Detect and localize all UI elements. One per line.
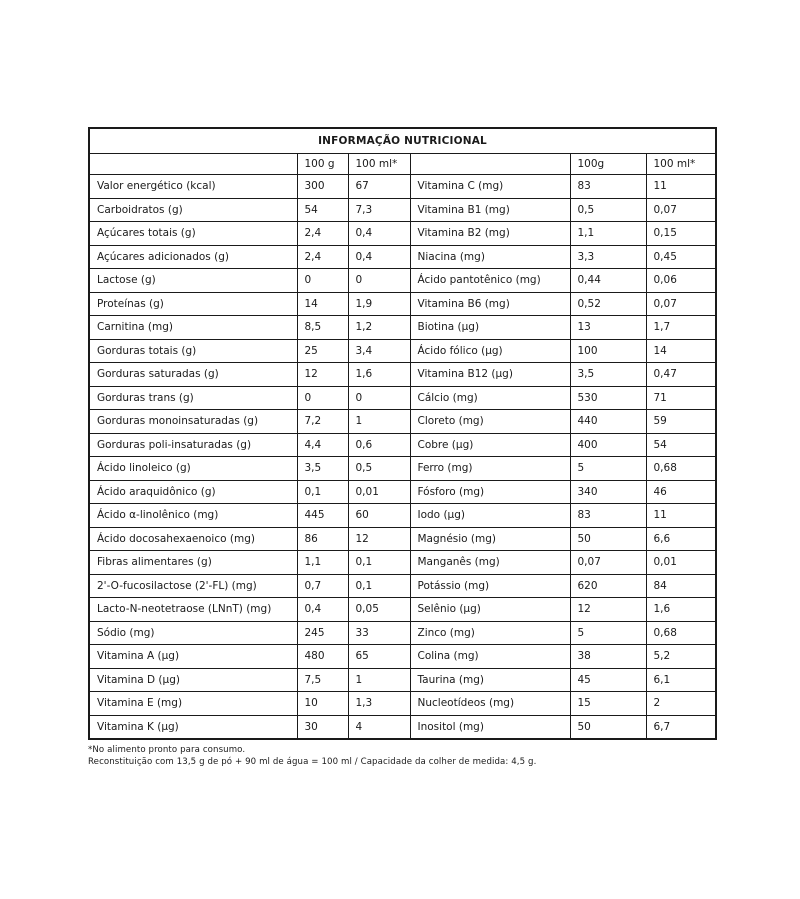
- table-row: [89, 551, 716, 575]
- nutrition-table-wrapper: [88, 127, 715, 740]
- nutrient-name-right: Vitamina B12 (µg): [410, 363, 570, 387]
- nutrient-name-right: Inositol (mg): [410, 715, 570, 739]
- value-right-100ml: 6,1: [646, 668, 716, 692]
- value-right-100ml: 0,47: [646, 363, 716, 387]
- nutrient-name-left: Gorduras monoinsaturadas (g): [89, 410, 297, 434]
- value-right-100ml: 54: [646, 433, 716, 457]
- value-right-100ml: 0,01: [646, 551, 716, 575]
- value-left-100g: 7,2: [297, 410, 348, 434]
- table-row: [89, 574, 716, 598]
- value-left-100ml: 1,9: [348, 292, 410, 316]
- table-row: [89, 198, 716, 222]
- value-right-100g: 38: [570, 645, 646, 669]
- nutrient-name-left: Ácido α-linolênico (mg): [89, 504, 297, 528]
- header-empty-right: [410, 154, 570, 175]
- nutrient-name-left: Carboidratos (g): [89, 198, 297, 222]
- value-right-100ml: 0,68: [646, 457, 716, 481]
- value-left-100ml: 7,3: [348, 198, 410, 222]
- nutrient-name-left: Sódio (mg): [89, 621, 297, 645]
- nutrition-table: [88, 127, 717, 740]
- value-right-100g: 530: [570, 386, 646, 410]
- nutrient-name-right: Ferro (mg): [410, 457, 570, 481]
- value-left-100ml: 12: [348, 527, 410, 551]
- nutrient-name-left: Carnitina (mg): [89, 316, 297, 340]
- table-row: [89, 527, 716, 551]
- value-left-100g: 2,4: [297, 222, 348, 246]
- nutrient-name-right: Iodo (µg): [410, 504, 570, 528]
- table-row: [89, 692, 716, 716]
- value-left-100g: 0,7: [297, 574, 348, 598]
- footnote-reconstitution: Reconstituição com 13,5 g de pó + 90 ml de água = 100 ml / Capacidade da colher de medida: 4,5 g.: [88, 757, 537, 767]
- nutrient-name-left: 2'-O-fucosilactose (2'-FL) (mg): [89, 574, 297, 598]
- value-right-100g: 15: [570, 692, 646, 716]
- value-left-100ml: 33: [348, 621, 410, 645]
- nutrient-name-left: Fibras alimentares (g): [89, 551, 297, 575]
- table-title: INFORMAÇÃO NUTRICIONAL: [89, 128, 716, 154]
- value-left-100ml: 67: [348, 175, 410, 199]
- value-left-100ml: 0,6: [348, 433, 410, 457]
- value-right-100g: 100: [570, 339, 646, 363]
- table-row: [89, 433, 716, 457]
- value-right-100g: 620: [570, 574, 646, 598]
- table-row: [89, 410, 716, 434]
- value-left-100ml: 60: [348, 504, 410, 528]
- nutrient-name-right: Colina (mg): [410, 645, 570, 669]
- table-row: [89, 316, 716, 340]
- value-left-100g: 12: [297, 363, 348, 387]
- value-right-100g: 5: [570, 457, 646, 481]
- value-left-100g: 300: [297, 175, 348, 199]
- nutrient-name-left: Ácido araquidônico (g): [89, 480, 297, 504]
- value-left-100g: 0,1: [297, 480, 348, 504]
- table-row: [89, 386, 716, 410]
- footnote-ready-to-consume: *No alimento pronto para consumo.: [88, 745, 246, 755]
- header-empty-left: [89, 154, 297, 175]
- footnotes: [88, 744, 536, 768]
- value-right-100ml: 0,07: [646, 292, 716, 316]
- nutrient-name-right: Biotina (µg): [410, 316, 570, 340]
- table-row: [89, 363, 716, 387]
- table-row: [89, 621, 716, 645]
- nutrient-name-left: Vitamina D (µg): [89, 668, 297, 692]
- value-left-100g: 0: [297, 269, 348, 293]
- value-left-100g: 445: [297, 504, 348, 528]
- nutrient-name-left: Vitamina E (mg): [89, 692, 297, 716]
- value-left-100g: 480: [297, 645, 348, 669]
- value-right-100ml: 6,7: [646, 715, 716, 739]
- value-left-100ml: 0,1: [348, 551, 410, 575]
- table-row: [89, 715, 716, 739]
- value-left-100ml: 65: [348, 645, 410, 669]
- value-left-100ml: 0,4: [348, 222, 410, 246]
- table-row: [89, 480, 716, 504]
- value-left-100g: 0,4: [297, 598, 348, 622]
- value-left-100g: 10: [297, 692, 348, 716]
- value-left-100ml: 1: [348, 668, 410, 692]
- value-right-100ml: 71: [646, 386, 716, 410]
- nutrient-name-left: Gorduras totais (g): [89, 339, 297, 363]
- nutrient-name-left: Açúcares totais (g): [89, 222, 297, 246]
- nutrient-name-left: Valor energético (kcal): [89, 175, 297, 199]
- value-left-100g: 14: [297, 292, 348, 316]
- value-right-100g: 3,5: [570, 363, 646, 387]
- value-right-100g: 5: [570, 621, 646, 645]
- table-row: [89, 222, 716, 246]
- nutrient-name-left: Açúcares adicionados (g): [89, 245, 297, 269]
- nutrient-name-right: Manganês (mg): [410, 551, 570, 575]
- header-left-100ml: 100 ml*: [348, 154, 410, 175]
- value-left-100ml: 1,3: [348, 692, 410, 716]
- value-left-100g: 30: [297, 715, 348, 739]
- value-right-100g: 340: [570, 480, 646, 504]
- table-row: [89, 269, 716, 293]
- value-right-100ml: 14: [646, 339, 716, 363]
- nutrient-name-right: Vitamina B2 (mg): [410, 222, 570, 246]
- value-left-100g: 8,5: [297, 316, 348, 340]
- value-right-100g: 50: [570, 527, 646, 551]
- header-right-100g: 100g: [570, 154, 646, 175]
- nutrient-name-left: Gorduras poli-insaturadas (g): [89, 433, 297, 457]
- nutrient-name-left: Gorduras saturadas (g): [89, 363, 297, 387]
- value-right-100g: 440: [570, 410, 646, 434]
- value-right-100ml: 0,15: [646, 222, 716, 246]
- value-right-100g: 0,44: [570, 269, 646, 293]
- nutrient-name-right: Cloreto (mg): [410, 410, 570, 434]
- value-right-100g: 3,3: [570, 245, 646, 269]
- nutrient-name-right: Potássio (mg): [410, 574, 570, 598]
- value-right-100ml: 5,2: [646, 645, 716, 669]
- nutrient-name-right: Vitamina B6 (mg): [410, 292, 570, 316]
- table-row: [89, 645, 716, 669]
- value-right-100g: 13: [570, 316, 646, 340]
- table-row: [89, 292, 716, 316]
- value-left-100g: 2,4: [297, 245, 348, 269]
- value-left-100g: 54: [297, 198, 348, 222]
- value-left-100ml: 0,1: [348, 574, 410, 598]
- value-right-100ml: 0,68: [646, 621, 716, 645]
- value-right-100g: 83: [570, 175, 646, 199]
- value-left-100ml: 0,4: [348, 245, 410, 269]
- value-right-100ml: 1,7: [646, 316, 716, 340]
- nutrient-name-right: Zinco (mg): [410, 621, 570, 645]
- value-left-100ml: 0: [348, 269, 410, 293]
- value-right-100ml: 1,6: [646, 598, 716, 622]
- table-row: [89, 175, 716, 199]
- nutrient-name-right: Ácido pantotênico (mg): [410, 269, 570, 293]
- value-left-100ml: 0,01: [348, 480, 410, 504]
- value-right-100g: 0,5: [570, 198, 646, 222]
- nutrient-name-right: Vitamina C (mg): [410, 175, 570, 199]
- value-left-100ml: 0: [348, 386, 410, 410]
- nutrient-name-right: Nucleotídeos (mg): [410, 692, 570, 716]
- nutrient-name-left: Ácido docosahexaenoico (mg): [89, 527, 297, 551]
- value-left-100ml: 1,2: [348, 316, 410, 340]
- value-left-100g: 7,5: [297, 668, 348, 692]
- nutrient-name-left: Lacto-N-neotetraose (LNnT) (mg): [89, 598, 297, 622]
- value-right-100ml: 0,06: [646, 269, 716, 293]
- nutrient-name-right: Ácido fólico (µg): [410, 339, 570, 363]
- value-right-100ml: 46: [646, 480, 716, 504]
- value-right-100ml: 6,6: [646, 527, 716, 551]
- value-right-100ml: 2: [646, 692, 716, 716]
- value-right-100g: 12: [570, 598, 646, 622]
- column-header-row: [89, 154, 716, 175]
- nutrient-name-left: Lactose (g): [89, 269, 297, 293]
- value-left-100g: 86: [297, 527, 348, 551]
- nutrient-name-right: Cobre (µg): [410, 433, 570, 457]
- header-left-100g: 100 g: [297, 154, 348, 175]
- value-left-100g: 0: [297, 386, 348, 410]
- value-right-100g: 0,07: [570, 551, 646, 575]
- nutrient-name-right: Taurina (mg): [410, 668, 570, 692]
- nutrient-name-right: Selênio (µg): [410, 598, 570, 622]
- value-right-100ml: 84: [646, 574, 716, 598]
- value-right-100ml: 0,45: [646, 245, 716, 269]
- value-left-100g: 245: [297, 621, 348, 645]
- value-left-100ml: 4: [348, 715, 410, 739]
- value-left-100ml: 3,4: [348, 339, 410, 363]
- nutrient-name-right: Niacina (mg): [410, 245, 570, 269]
- value-right-100g: 50: [570, 715, 646, 739]
- nutrient-name-right: Fósforo (mg): [410, 480, 570, 504]
- value-right-100ml: 59: [646, 410, 716, 434]
- value-left-100ml: 0,5: [348, 457, 410, 481]
- value-left-100ml: 1: [348, 410, 410, 434]
- nutrient-name-left: Ácido linoleico (g): [89, 457, 297, 481]
- nutrient-name-left: Gorduras trans (g): [89, 386, 297, 410]
- nutrient-name-left: Vitamina A (µg): [89, 645, 297, 669]
- header-right-100ml: 100 ml*: [646, 154, 716, 175]
- value-right-100ml: 11: [646, 175, 716, 199]
- value-left-100g: 25: [297, 339, 348, 363]
- nutrient-name-left: Vitamina K (µg): [89, 715, 297, 739]
- value-left-100g: 1,1: [297, 551, 348, 575]
- table-row: [89, 457, 716, 481]
- table-row: [89, 668, 716, 692]
- value-right-100g: 45: [570, 668, 646, 692]
- value-left-100g: 3,5: [297, 457, 348, 481]
- table-row: [89, 504, 716, 528]
- value-right-100ml: 11: [646, 504, 716, 528]
- nutrient-name-left: Proteínas (g): [89, 292, 297, 316]
- nutrient-name-right: Cálcio (mg): [410, 386, 570, 410]
- table-row: [89, 339, 716, 363]
- nutrient-name-right: Magnésio (mg): [410, 527, 570, 551]
- value-right-100ml: 0,07: [646, 198, 716, 222]
- table-row: [89, 598, 716, 622]
- value-right-100g: 1,1: [570, 222, 646, 246]
- value-left-100ml: 0,05: [348, 598, 410, 622]
- table-row: [89, 245, 716, 269]
- value-right-100g: 83: [570, 504, 646, 528]
- value-left-100ml: 1,6: [348, 363, 410, 387]
- value-left-100g: 4,4: [297, 433, 348, 457]
- value-right-100g: 0,52: [570, 292, 646, 316]
- nutrient-name-right: Vitamina B1 (mg): [410, 198, 570, 222]
- value-right-100g: 400: [570, 433, 646, 457]
